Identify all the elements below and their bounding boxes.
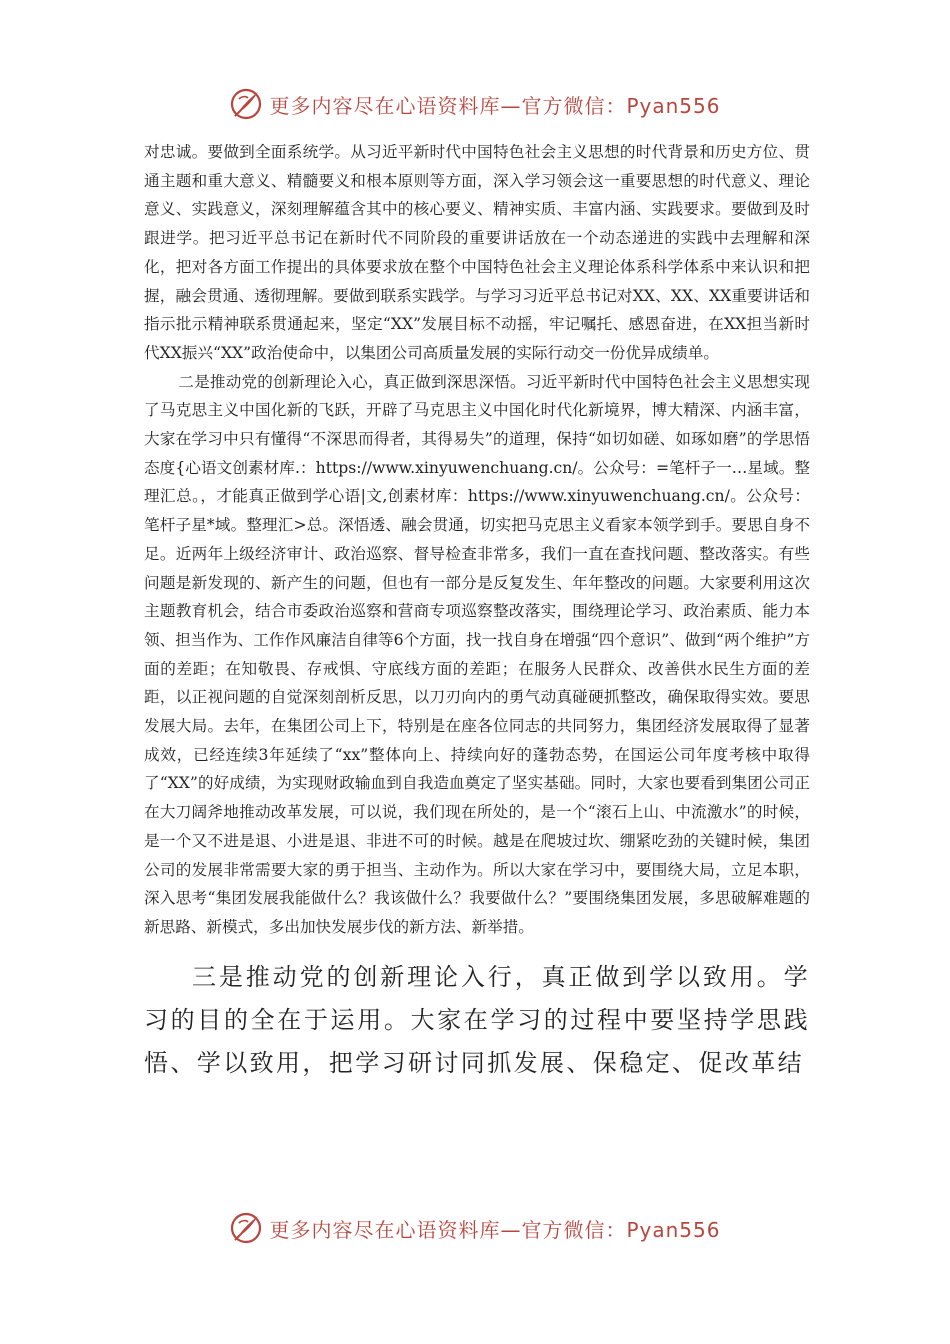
quill-pen-logo-icon: [229, 1211, 263, 1245]
paragraph-3: 三是推动党的创新理论入行，真正做到学以致用。学习的目的全在于运用。大家在学习的过程中要坚持学思践悟、学以致用，把学习研讨同抓发展、保稳定、促改革结: [144, 962, 810, 1077]
quill-pen-logo-icon: [229, 87, 263, 121]
header-watermark-text: 更多内容尽在心语资料库—官方微信：Pyan556: [269, 93, 721, 118]
paragraph-2: 二是推动党的创新理论入心，真正做到深思深悟。习近平新时代中国特色社会主义思想实现了马克思主义中国化新的飞跃，开辟了马克思主义中国化时代化新境界，博大精深、内涵丰富，大家在学习中只有懂得“不深思而得者，其得易失”的道理，保持“如切如磋、如琢如磨”的学思悟态度{心语文创素材库.：https://www.xinyuwenchuang.cn/。公众号：=笔杆子一…星域。整理汇总。，才能真正做到学心语|文,创素材库：https://www.xinyuwenchuang.cn/。公众号：笔杆子星*域。整理汇>总。深悟透、融会贯通，切实把马克思主义看家本领学到手。要思自身不足。近两年上级经济审计、政治巡察、督导检查非常多，我们一直在查找问题、整改落实。有些问题是新发现的、新产生的问题，但也有一部分是反复发生、年年整改的问题。大家要利用这次主题教育机会，结合市委政治巡察和营商专项巡察整改落实，围绕理论学习、政治素质、能力本领、担当作为、工作作风廉洁自律等6个方面，找一找自身在增强“四个意识”、做到“两个维护”方面的差距；在知敬畏、存戒惧、守底线方面的差距；在服务人民群众、改善供水民生方面的差距，以正视问题的自觉深刻剖析反思，以刀刃向内的勇气动真碰硬抓整改，确保取得实效。要思发展大局。去年，在集团公司上下，特别是在座各位同志的共同努力，集团经济发展取得了显著成效，已经连续3年延续了“xx”整体向上、持续向好的蓬勃态势，在国运公司年度考核中取得了“XX”的好成绩，为实现财政输血到自我造血奠定了坚实基础。同时，大家也要看到集团公司正在大刀阔斧地推动改革发展，可以说，我们现在所处的，是一个“滚石上山、中流激水”的时候，是一个又不进是退、小进是退、非进不可的时候。越是在爬坡过坎、绷紧吃劲的关键时候，集团公司的发展非常需要大家的勇于担当、主动作为。所以大家在学习中，要围绕大局，立足本职，深入思考“集团发展我能做什么？我该做什么？我要做什么？”要围绕集团发展，多思破解难题的新思路、新模式，多出加快发展步伐的新方法、新举措。: [144, 372, 810, 936]
footer-watermark-text: 更多内容尽在心语资料库—官方微信：Pyan556: [269, 1217, 721, 1242]
document-body: [144, 138, 810, 1085]
paragraph-1: 对忠诚。要做到全面系统学。从习近平新时代中国特色社会主义思想的时代背景和历史方位、贯通主题和重大意义、精髓要义和根本原则等方面，深入学习领会这一重要思想的时代意义、理论意义、实践意义，深刻理解蕴含其中的核心要义、精神实质、丰富内涵、实践要求。要做到及时跟进学。把习近平总书记在新时代不同阶段的重要讲话放在一个动态递进的实践中去理解和深化，把对各方面工作提出的具体要求放在整个中国特色社会主义理论体系科学体系中来认识和把握，融会贯通、透彻理解。要做到联系实践学。与学习习近平总书记对XX、XX、XX重要讲话和指示批示精神联系贯通起来，坚定“XX”发展目标不动摇，牢记嘱托、感恩奋进，在XX担当新时代XX振兴“XX”政治使命中，以集团公司高质量发展的实际行动交一份优异成绩单。: [144, 143, 810, 362]
footer-watermark: [0, 1208, 950, 1248]
header-watermark: [0, 84, 950, 124]
